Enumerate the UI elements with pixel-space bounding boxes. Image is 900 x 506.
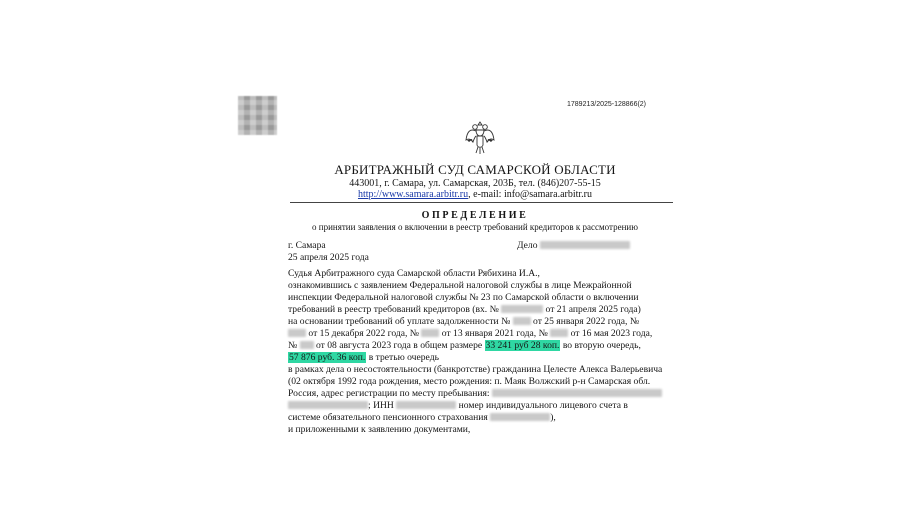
document-title: ОПРЕДЕЛЕНИЕ bbox=[421, 210, 529, 221]
body-line: требований в реестр требований кредиторов (вх. № от 21 апреля 2025 года) bbox=[288, 304, 641, 315]
qr-code bbox=[238, 96, 277, 135]
redacted-inn bbox=[396, 401, 456, 409]
body-line: 57 876 руб. 36 коп. в третью очередь bbox=[289, 352, 439, 363]
city: г. Самара bbox=[288, 240, 326, 251]
body-line: ознакомившись с заявлением Федеральной налоговой службы в лице Межрайонной bbox=[288, 280, 632, 291]
redacted-field bbox=[501, 305, 543, 313]
document-number: 1789213/2025-128866(2) bbox=[567, 101, 647, 108]
redacted-field bbox=[513, 317, 531, 325]
court-contacts bbox=[0, 189, 900, 200]
amount-third-priority: 57 876 руб. 36 коп. bbox=[289, 352, 366, 363]
redacted-field bbox=[300, 341, 314, 349]
redacted-snils bbox=[490, 413, 550, 421]
body-line: № от 08 августа 2023 года в общем размере 33 241 руб 28 коп. во вторую очередь, bbox=[288, 340, 641, 351]
coat-of-arms-icon bbox=[464, 118, 496, 156]
body-line: ; ИНН номер индивидуального лицевого счета в bbox=[288, 400, 628, 411]
court-email: , e-mail: info@samara.arbitr.ru bbox=[468, 189, 593, 200]
redacted-field bbox=[421, 329, 439, 337]
court-address: 443001, г. Самара, ул. Самарская, 203Б, тел. (846)207-55-15 bbox=[349, 178, 601, 189]
body-line: Судья Арбитражного суда Самарской области Рябихина И.А., bbox=[288, 268, 540, 279]
court-name: АРБИТРАЖНЫЙ СУД САМАРСКОЙ ОБЛАСТИ bbox=[334, 162, 616, 177]
body-line: от 15 декабря 2022 года, № от 13 января 2021 года, № от 16 мая 2023 года, bbox=[288, 328, 652, 339]
decision-date: 25 апреля 2025 года bbox=[288, 252, 369, 263]
redacted-case-number bbox=[540, 241, 630, 249]
body-line: Россия, адрес регистрации по месту пребывания: bbox=[288, 388, 662, 399]
case-label: Дело bbox=[517, 240, 538, 251]
redacted-field bbox=[288, 329, 306, 337]
redacted-address bbox=[492, 389, 662, 397]
document-subtitle: о принятии заявления о включении в реестр требований кредиторов к рассмотрению bbox=[312, 222, 638, 232]
body-line: в рамках дела о несостоятельности (банкротстве) гражданина Целесте Алекса Валерьевича bbox=[288, 364, 663, 375]
case-number bbox=[517, 240, 630, 251]
body-line: системе обязательного пенсионного страхования ), bbox=[288, 412, 556, 423]
body-line: на основании требований об уплате задолженности № от 25 января 2022 года, № bbox=[288, 316, 640, 327]
body-line: инспекции Федеральной налоговой службы № 23 по Самарской области о включении bbox=[288, 292, 639, 303]
redacted-address bbox=[288, 401, 368, 409]
header-divider bbox=[290, 202, 673, 203]
body-line: и приложенными к заявлению документами, bbox=[288, 424, 471, 435]
court-website-link[interactable]: http://www.samara.arbitr.ru bbox=[357, 189, 469, 200]
body-line: (02 октября 1992 года рождения, место рождения: п. Маяк Волжский р-н Самарская обл. bbox=[288, 376, 651, 387]
redacted-field bbox=[550, 329, 568, 337]
amount-second-priority: 33 241 руб 28 коп. bbox=[485, 340, 560, 351]
